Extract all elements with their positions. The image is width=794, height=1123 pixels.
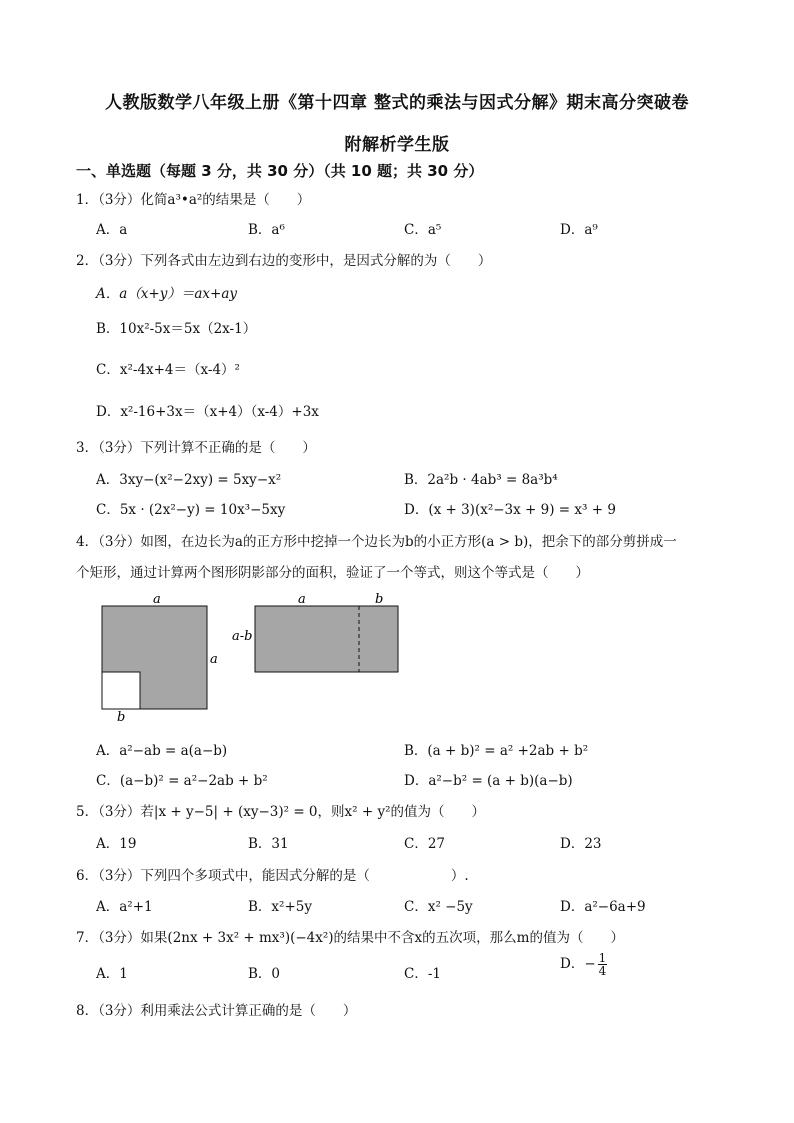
- q2-stem: 2．（3分）下列各式由左边到右边的变形中，是因式分解的为（ ）: [76, 253, 492, 269]
- q7-option-d-prefix: D．−: [560, 956, 596, 972]
- doc-title-line2: 附解析学生版: [344, 135, 450, 155]
- q6-stem: 6．（3分）下列四个多项式中，能因式分解的是（ ）.: [76, 868, 469, 884]
- doc-title-line1: 人教版数学八年级上册《第十四章 整式的乘法与因式分解》期末高分突破卷: [105, 93, 689, 113]
- q5-option-d: D．23: [560, 836, 602, 852]
- q7-stem: 7．（3分）如果(2nx + 3x² + mx³)(−4x²)的结果中不含x的五次项，那么m的值为（ ）: [76, 930, 624, 946]
- q2-option-b: B．10x²-5x＝5x（2x-1）: [96, 321, 257, 337]
- q3-option-a: A．3xy−(x²−2xy) = 5xy−x²: [96, 472, 282, 488]
- q6-option-a: A．a²+1: [96, 899, 153, 915]
- q1-option-c: C．a⁵: [404, 222, 442, 238]
- q1-option-d: D．a⁹: [560, 222, 598, 238]
- q4-figure: [90, 588, 420, 728]
- q4-option-a: A．a²−ab = a(a−b): [96, 743, 228, 759]
- q5-option-a: A．19: [96, 836, 137, 852]
- q5-stem: 5．（3分）若|x + y−5| + (xy−3)² = 0，则x² + y²的值为（ ）: [76, 804, 485, 820]
- q1-option-a: A．a: [96, 222, 128, 238]
- q6-option-d: D．a²−6a+9: [560, 899, 646, 915]
- fig2-label-a-top: a: [298, 592, 306, 607]
- q6-option-c: C．x² −5y: [404, 899, 473, 915]
- fig-label-a-right: a: [210, 652, 218, 667]
- q7-option-d: [560, 952, 607, 977]
- q7-option-c: C．-1: [404, 966, 441, 982]
- q3-option-c: C．5x · (2x²−y) = 10x³−5xy: [96, 502, 286, 518]
- q4-option-d: D．a²−b² = (a + b)(a−b): [404, 773, 573, 789]
- section-heading-single-choice: 一、单选题（每题 3 分，共 30 分）（共 10 题；共 30 分）: [76, 162, 484, 180]
- q2-option-a: A．a（x+y）＝ax+ay: [96, 286, 237, 302]
- q8-stem: 8．（3分）利用乘法公式计算正确的是（ ）: [76, 1003, 357, 1019]
- q7-option-a: A．1: [96, 966, 128, 982]
- q4-stem-line1: 4．（3分）如图，在边长为a的正方形中挖掉一个边长为b的小正方形(a > b)，把余下的部分剪拼成一: [76, 534, 677, 550]
- q4-option-c: C．(a−b)² = a²−2ab + b²: [96, 773, 268, 789]
- fig2-label-b-top: b: [375, 592, 384, 607]
- fraction-numerator: 1: [598, 951, 607, 965]
- fig-label-b-bottom: b: [117, 710, 126, 725]
- fraction-denominator: 4: [598, 964, 607, 978]
- q4-option-b: B．(a + b)² = a² +2ab + b²: [404, 743, 589, 759]
- fig2-label-a-minus-b: a-b: [232, 629, 253, 644]
- q5-option-b: B．31: [248, 836, 289, 852]
- q4-stem-line2: 个矩形，通过计算两个图形阴影部分的面积，验证了一个等式，则这个等式是（ ）: [76, 565, 589, 581]
- q3-option-d: D．(x + 3)(x²−3x + 9) = x³ + 9: [404, 502, 616, 518]
- fig-label-a-top: a: [153, 592, 161, 607]
- q5-option-c: C．27: [404, 836, 446, 852]
- q1-stem: 1．（3分）化简a³•a²的结果是（ ）: [76, 192, 311, 208]
- q3-option-b: B．2a²b · 4ab³ = 8a³b⁴: [404, 472, 558, 488]
- q2-option-c: C．x²-4x+4＝（x-4）²: [96, 362, 240, 378]
- small-square-cutout: [102, 672, 140, 709]
- q2-option-d: D．x²-16+3x＝（x+4）（x-4）+3x: [96, 404, 319, 420]
- q6-option-b: B．x²+5y: [248, 899, 312, 915]
- q7-option-b: B．0: [248, 966, 281, 982]
- q1-option-b: B．a⁶: [248, 222, 285, 238]
- rearranged-rectangle-shape: [255, 606, 398, 672]
- q3-stem: 3．（3分）下列计算不正确的是（ ）: [76, 440, 316, 456]
- q7-option-d-fraction: [598, 952, 608, 977]
